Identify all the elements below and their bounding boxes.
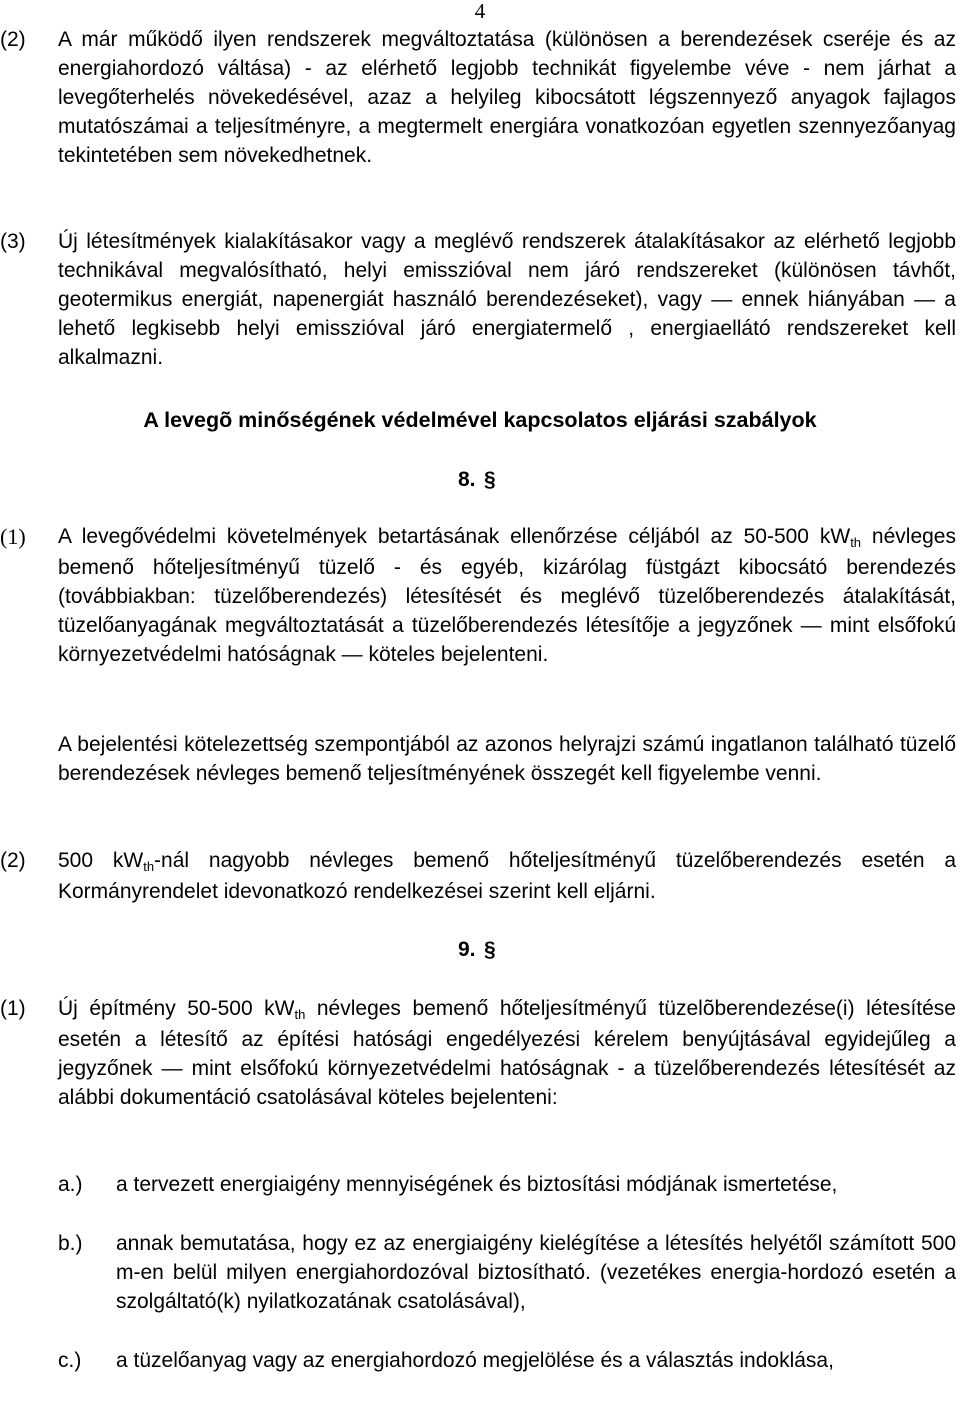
paragraph-3 [0, 227, 956, 372]
paragraph-8-1-continuation: A bejelentési kötelezettség szempontjából az azonos helyrajzi számú ingatlanon található tüzelő berendezések névleges bemenő teljesítményének összegét kell figyelembe venni. [58, 733, 956, 785]
unit-subscript: th [850, 535, 862, 550]
section-symbol: § [484, 468, 496, 491]
section-heading: A levegõ minőségének védelmével kapcsolatos eljárási szabályok [143, 408, 817, 432]
paragraph-number: (2) [0, 849, 26, 872]
paragraph-2 [0, 25, 956, 170]
list-item-text: a tervezett energiaigény mennyiségének és biztosítási módjának ismertetése, [116, 1173, 838, 1196]
list-item [58, 1229, 956, 1316]
list-item-text: annak bemutatása, hogy ez az energiaigény kielégítése a létesítés helyétől számított 500 m-en belül milyen energiahordozóval biztosítható. (vezetékes energia-hordozó esetén a szolgáltató(k) nyilatkozatának csatolásával), [116, 1232, 956, 1313]
paragraph-number: (1) [0, 524, 26, 549]
paragraph-8-1 [0, 522, 956, 669]
unit-subscript: th [143, 859, 155, 874]
paragraph-text: A már működő ilyen rendszerek megváltoztatása (különösen a berendezések cseréje és az energiahordozó váltása) - az elérhető legjobb technikát figyelembe véve - nem járhat a levegőterhelés növekedésével, azaz a helyileg kibocsátott légszennyező anyagok fajlagos mutatószámai a teljesítményre, a megtermelt energiára vonatkozóan egyetlen szennyezőanyag tekintetében sem növekedhetnek. [58, 28, 956, 167]
section-symbol: § [484, 938, 496, 961]
list-item [58, 1170, 956, 1199]
paragraph-8-2 [0, 846, 956, 906]
list-item [58, 1346, 956, 1375]
list-item-text: a tüzelőanyag vagy az energiahordozó megjelölése és a választás indoklása, [116, 1349, 834, 1372]
list-item-label: c.) [58, 1349, 82, 1372]
section-number: 9. [458, 938, 476, 961]
paragraph-number: (3) [0, 230, 26, 253]
list-item-label: a.) [58, 1173, 83, 1196]
section-number: 8. [458, 468, 476, 491]
paragraph-text: Új építmény 50-500 $kW_{th}$ névleges bemenő hőteljesítményű tüzelõberendezése(i) létesítése esetén a létesítő az építési hatósági engedélyezési kérelem benyújtásával egyidejűleg a jegyzőnek — mint elsőfokú környezetvédelmi hatóságnak - a tüzelőberendezés létesítését az alábbi dokumentáció csatolásával köteles bejelenteni: [58, 997, 956, 1109]
page-number: 4 [474, 0, 486, 23]
paragraph-number: (2) [0, 28, 26, 51]
paragraph-number: (1) [0, 997, 26, 1020]
paragraph-9-1 [0, 994, 956, 1112]
list-item-label: b.) [58, 1232, 83, 1255]
unit-subscript: th [294, 1007, 306, 1022]
paragraph-text: 500 $kW_{th}$-nál nagyobb névleges bemenő hőteljesítményű tüzelőberendezés esetén a Kormányrendelet idevonatkozó rendelkezései szerint kell eljárni. [58, 849, 957, 903]
paragraph-text: A levegővédelmi követelmények betartásának ellenőrzése céljából az 50-500 $kW_{th}$ névleges bemenő hőteljesítményű tüzelő - és egyéb, kizárólag füstgázt kibocsátó berendezés (továbbiakban: tüzelőberendezés) létesítését és meglévő tüzelőberendezés átalakítását, tüzelőanyagának megváltoztatását a tüzelőberendezés létesítője a jegyzőnek — mint elsőfokú környezetvédelmi hatóságnak — köteles bejelenteni. [58, 525, 956, 666]
paragraph-text: Új létesítmények kialakításakor vagy a meglévő rendszerek átalakításakor az elérhető legjobb technikával megvalósítható, helyi emisszióval nem járó rendszereket (különösen távhőt, geotermikus energiát, napenergiát használó berendezéseket), vagy — ennek hiányában — a lehető legkisebb helyi emisszióval járó energiatermelő , energiaellátó rendszereket kell alkalmazni. [58, 230, 956, 369]
